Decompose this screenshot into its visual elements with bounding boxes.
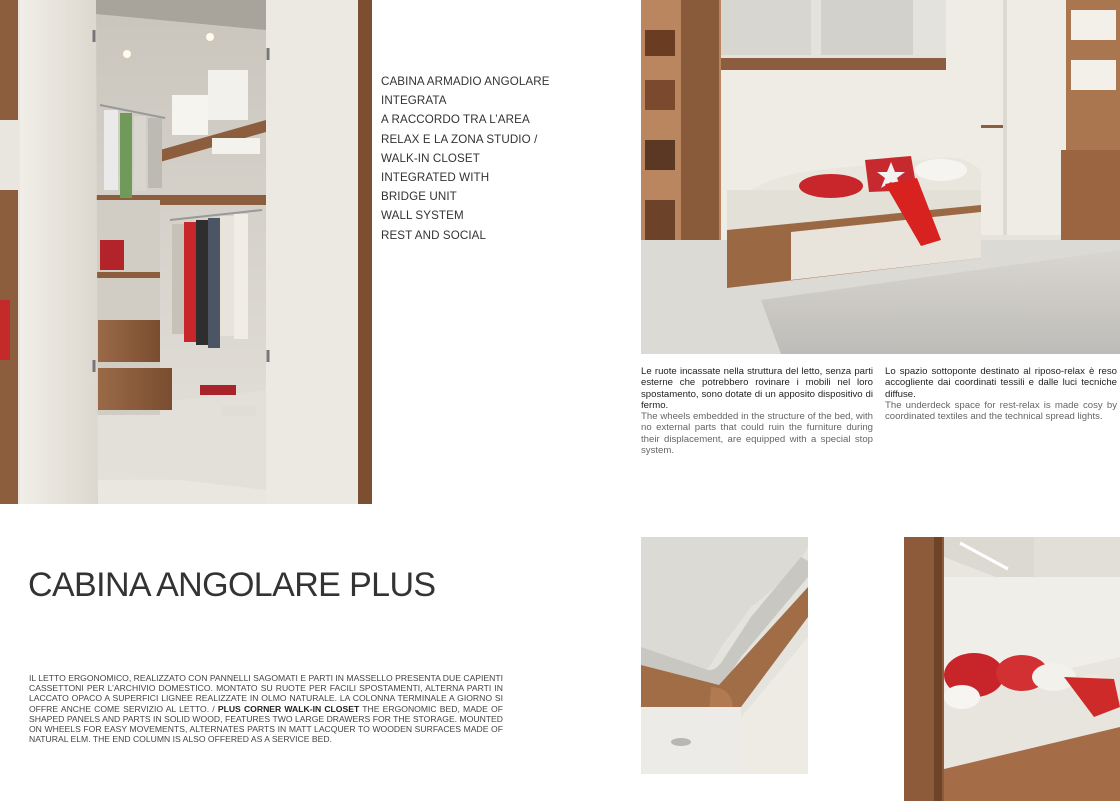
heading-line: WALL SYSTEM: [381, 209, 464, 223]
description-bold-label: PLUS CORNER WALK-IN CLOSET: [217, 703, 360, 714]
photo-walk-in-closet: [0, 0, 372, 504]
heading-line: INTEGRATA: [381, 94, 447, 108]
heading-line: REST AND SOCIAL: [381, 228, 487, 242]
description-english: THE ERGONOMIC BED, MADE OF SHAPED PANELS AND PARTS IN SOLID WOOD, FEATURES TWO LARGE DRAWERS FOR THE STORAGE. MOUNTED ON WHEELS FOR EASY MOVEMENTS, ALTERNATES PARTS IN MATT LACQUER TO WOODEN SURFACES MADE OF NATURAL ELM. THE END COLUMN IS ALSO OFFERED AS A SERVICE BED.: [29, 703, 503, 745]
heading-line: RELAX E LA ZONA STUDIO /: [381, 132, 538, 146]
bedroom-illustration: [641, 0, 1120, 354]
bed-detail-illustration: [641, 537, 808, 774]
description-italian: IL LETTO ERGONOMICO, REALIZZATO CON PANNELLI SAGOMATI E PARTI IN MASSELLO PRESENTA DUE CAPIENTI CASSETTONI PER L’ARCHIVIO DOMESTICO. MONTATO SU RUOTE PER FACILI SPOSTAMENTI, ALTERNA PARTI IN LACCATO OPACO A SUPERFICI LIGNEE REALIZZATE IN OLMO NATURALE. LA COLONNA TERMINALE A GIORNO SI OFFRE ANCHE COME SERVIZIO AL LETTO. /: [29, 673, 503, 714]
heading-line: A RACCORDO TRA L’AREA: [381, 113, 530, 127]
walk-in-closet-illustration: [0, 0, 372, 504]
heading-line: INTEGRATED WITH: [381, 171, 490, 185]
heading-line: BRIDGE UNIT: [381, 190, 457, 204]
photo-bed-pillows: [904, 537, 1120, 801]
caption-left-it: Le ruote incassate nella struttura del letto, senza parti esterne che potrebbero rovinare i mobili nel loro spostamento, sono dotate di un apposito dispositivo di fermo.: [641, 366, 873, 412]
product-description: [29, 673, 503, 744]
heading-line: WALK-IN CLOSET: [381, 151, 480, 165]
caption-right-en: The underdeck space for rest-relax is made cosy by coordinated textiles and the technical spread lights.: [885, 400, 1117, 423]
heading-block: [381, 72, 631, 245]
caption-right-it: Lo spazio sottoponte destinato al riposo-relax è reso accogliente dai coordinati tessili e dalle luci tecniche diffuse.: [885, 366, 1117, 400]
photo-bed-detail: [641, 537, 808, 774]
product-title: CABINA ANGOLARE PLUS: [28, 566, 436, 604]
photo-bedroom: [641, 0, 1120, 354]
heading-line: CABINA ARMADIO ANGOLARE: [381, 75, 550, 88]
caption-left-en: The wheels embedded in the structure of the bed, with no external parts that could ruin the furniture during their displacement, are equipped with a special stop system.: [641, 411, 873, 457]
bed-pillows-illustration: [904, 537, 1120, 801]
